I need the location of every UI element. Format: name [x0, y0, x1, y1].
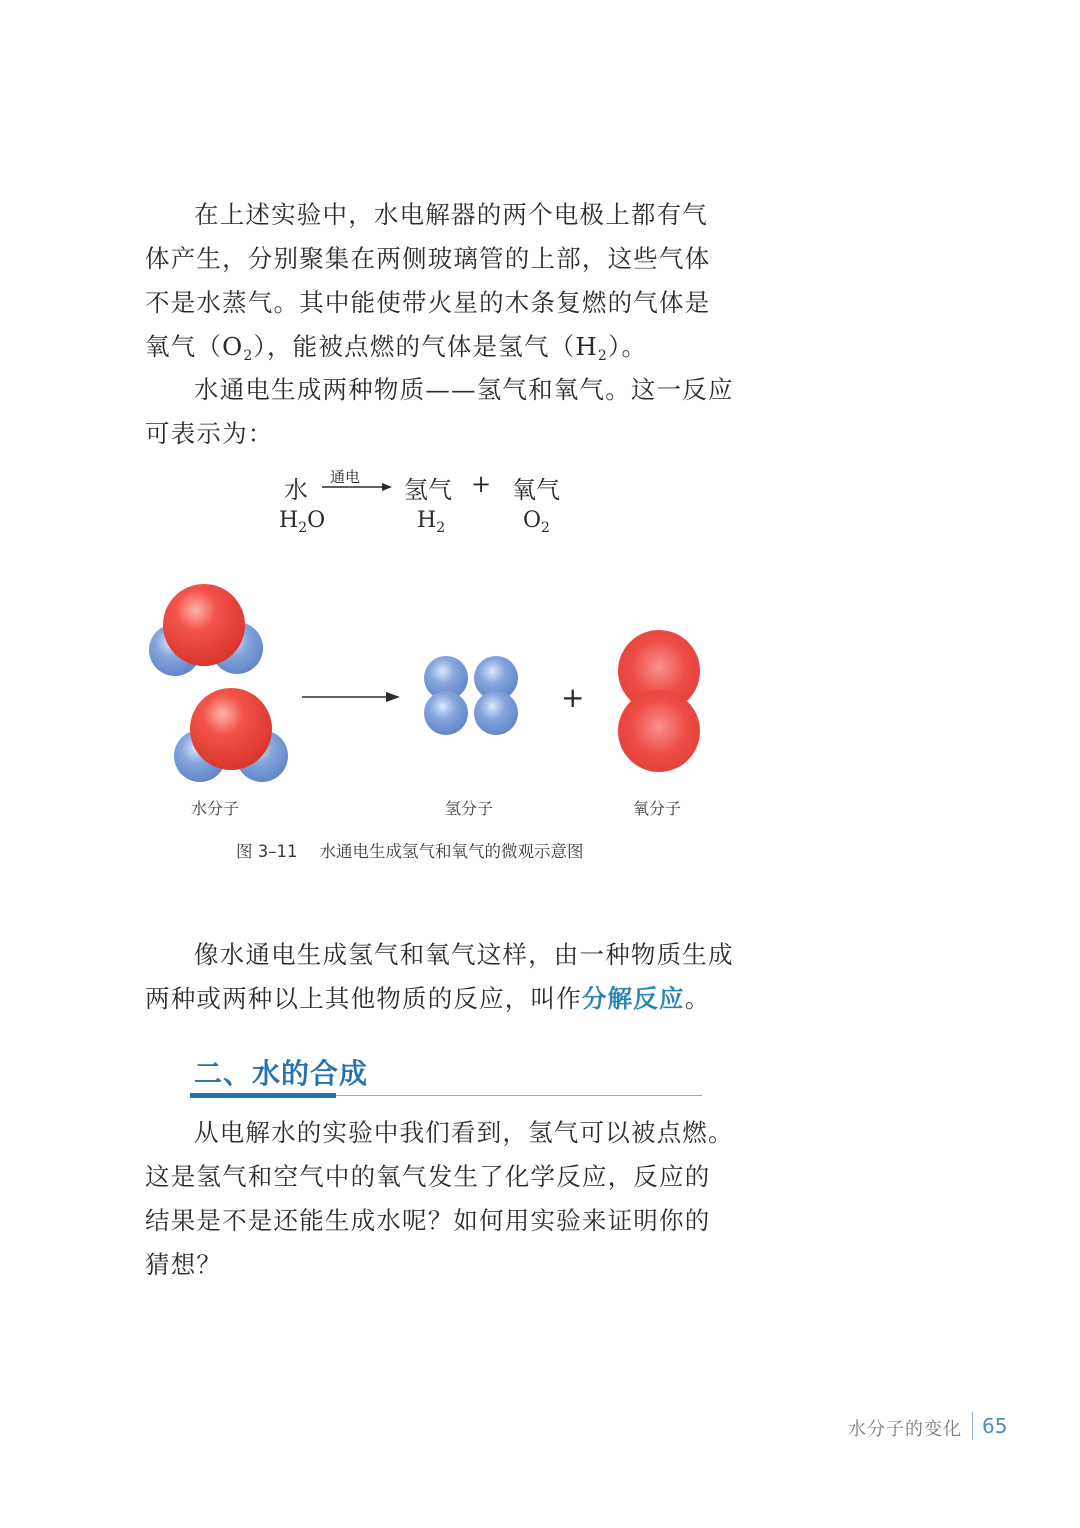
paragraph-synthesis	[145, 1111, 734, 1287]
figure-plus: +	[561, 681, 585, 714]
molecule-illustration	[0, 570, 1080, 800]
label-water-molecule: 水分子	[191, 799, 240, 818]
page-number: 65	[982, 1414, 1008, 1438]
formula-text: O	[523, 508, 542, 533]
footer-divider	[972, 1412, 973, 1440]
water-molecule-icon	[174, 688, 288, 782]
figure-number: 图 3–11	[236, 842, 298, 861]
text-line: 水通电生成两种物质——氢气和氧气。这一反应	[194, 375, 734, 404]
equation-condition: 通电	[330, 468, 361, 486]
section-heading-bar	[190, 1093, 336, 1098]
subscript: 2	[298, 520, 308, 536]
text-line	[145, 325, 705, 369]
text-line	[145, 977, 711, 1021]
formula-text: H	[279, 508, 299, 533]
text-line: 体产生，分别聚集在两侧玻璃管的上部，这些气体	[145, 244, 711, 273]
water-molecule-icon	[149, 584, 263, 676]
equation-reactant: 水	[284, 476, 308, 504]
text-line: 像水通电生成氢气和氧气这样，由一种物质生成	[194, 940, 734, 969]
text-fragment: ）。	[608, 332, 648, 361]
subscript: 2	[243, 348, 254, 364]
chapter-title: 水分子的变化	[848, 1419, 962, 1440]
text-line: 猜想？	[145, 1250, 223, 1279]
formula-text: H	[417, 508, 437, 533]
text-line: 这是氢气和空气中的氧气发生了化学反应，反应的	[145, 1162, 711, 1191]
text-line: 不是水蒸气。其中能使带火星的木条复燃的气体是	[145, 288, 711, 317]
paragraph-reaction-intro	[145, 368, 734, 456]
text-fragment: 两种或两种以上其他物质的反应，叫作	[145, 984, 582, 1013]
formula-oxygen	[523, 508, 550, 536]
hydrogen-molecule-icon	[474, 656, 518, 735]
subscript: 2	[597, 348, 609, 364]
text-fragment: 。	[684, 984, 711, 1013]
hydrogen-molecule-icon	[424, 656, 468, 735]
text-line: 从电解水的实验中我们看到，氢气可以被点燃。	[194, 1118, 734, 1147]
formula-text: O	[307, 508, 326, 533]
text-line: 可表示为：	[145, 419, 274, 448]
label-hydrogen-molecule: 氢分子	[445, 799, 494, 818]
oxygen-molecule-icon	[618, 630, 700, 772]
text-line: 结果是不是还能生成水呢？如何用实验来证明你的	[145, 1206, 711, 1235]
section-heading: 二、水的合成	[194, 1057, 369, 1090]
paragraph-decomposition	[145, 933, 734, 1021]
text-fragment: ），能被点燃的气体是氢气（H	[253, 332, 598, 361]
formula-hydrogen	[417, 508, 446, 536]
reaction-arrow-icon	[320, 480, 394, 494]
formula-water	[279, 508, 326, 536]
text-fragment: 氧气（O	[145, 332, 244, 361]
subscript: 2	[541, 520, 550, 536]
label-oxygen-molecule: 氧分子	[633, 799, 682, 818]
text-line: 在上述实验中，水电解器的两个电极上都有气	[194, 200, 708, 229]
figure-caption-text: 水通电生成氢气和氧气的微观示意图	[319, 842, 584, 861]
equation-plus: +	[471, 470, 492, 498]
equation-product-hydrogen: 氢气	[404, 476, 452, 504]
figure-caption	[236, 838, 584, 862]
subscript: 2	[436, 520, 446, 536]
equation-product-oxygen: 氧气	[512, 476, 560, 504]
section-divider	[336, 1095, 702, 1096]
reaction-arrow-icon	[302, 692, 400, 702]
key-term: 分解反应	[581, 984, 685, 1013]
paragraph-electrolysis	[145, 193, 711, 369]
